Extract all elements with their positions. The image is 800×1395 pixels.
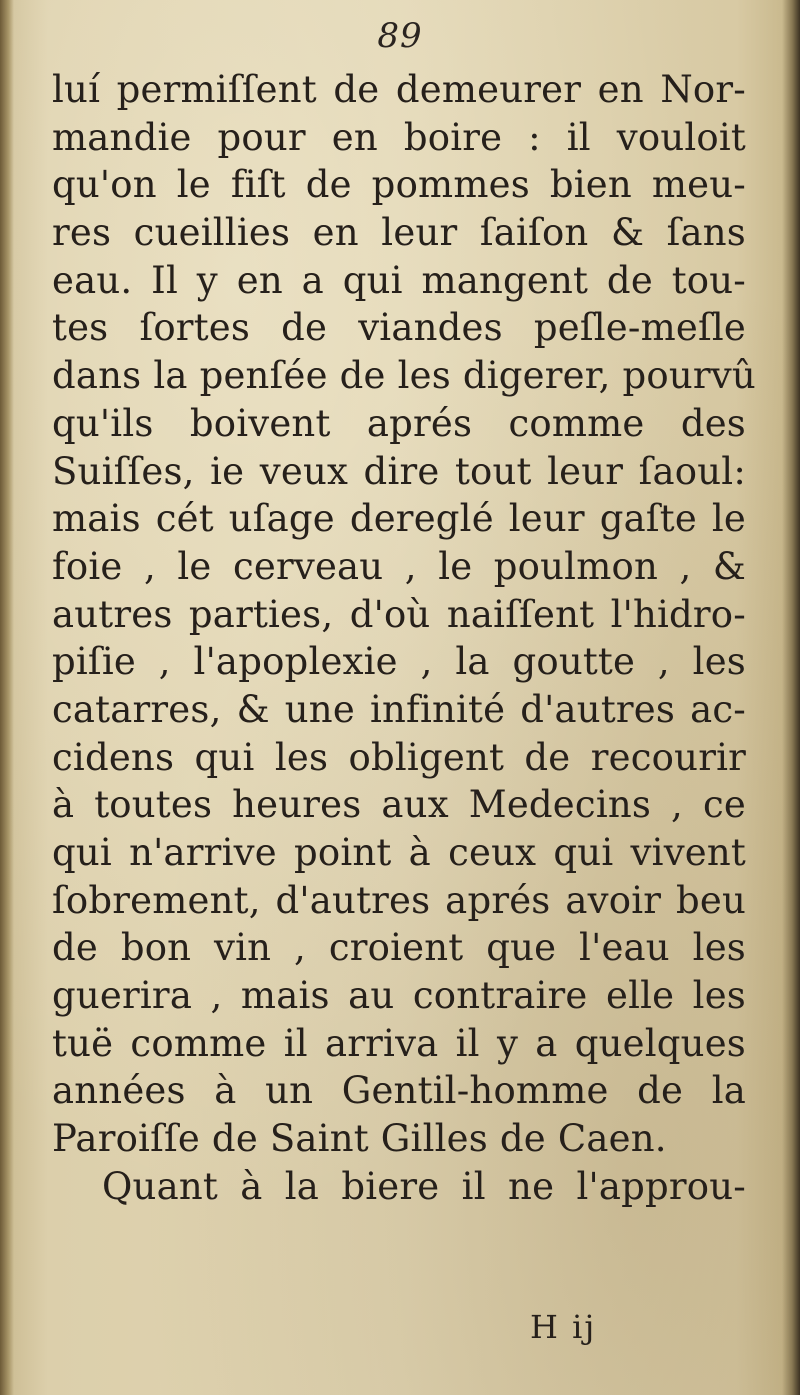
text-line: mais cét uſage dereglé leur gaſte le	[52, 497, 746, 541]
text-line: dans la penſée de les digerer, pourvû	[52, 354, 756, 398]
page-right-edge	[782, 0, 800, 1395]
text-line: eau. Il y en a qui mangent de tou-	[52, 258, 746, 302]
text-line: ſobrement, d'autres aprés avoir beu	[52, 878, 746, 922]
text-line: mandie pour en boire : il vouloit	[52, 115, 746, 159]
text-line: catarres, & une infinité d'autres ac-	[52, 687, 746, 731]
text-line: cidens qui les obligent de recourir	[52, 735, 746, 779]
text-line: Quant à la biere il ne l'approu-	[102, 1164, 746, 1208]
text-line: qu'on le fiſt de pommes bien meu-	[52, 163, 746, 207]
body-text	[52, 66, 756, 1211]
text-line: années à un Gentil-homme de la	[52, 1069, 746, 1113]
text-line: tuë comme il arriva il y a quelques	[52, 1021, 746, 1065]
signature-mark: H ij	[530, 1308, 597, 1346]
text-line: Suiſſes, ie veux dire tout leur ſaoul:	[52, 449, 746, 493]
page-left-edge	[0, 0, 14, 1395]
text-line: piſie , l'apoplexie , la goutte , les	[52, 640, 746, 684]
text-line: Paroiſſe de Saint Gilles de Caen.	[52, 1117, 667, 1161]
text-line: qui n'arrive point à ceux qui vivent	[52, 831, 746, 874]
text-line: res cueillies en leur ſaiſon & ſans	[52, 211, 746, 255]
text-line: qu'ils boivent aprés comme des	[52, 401, 746, 445]
text-line: autres parties, d'où naiſſent l'hidro-	[52, 592, 746, 636]
text-line: tes ſortes de viandes peſle-meſle	[52, 306, 746, 350]
text-line: à toutes heures aux Medecins , ce	[52, 783, 746, 827]
page-number: 89	[377, 16, 423, 56]
text-line: guerira , mais au contraire elle les	[52, 974, 746, 1018]
text-line: de bon vin , croient que l'eau les	[52, 926, 746, 970]
text-line: luí permiſſent de demeurer en Nor-	[52, 68, 746, 111]
text-line: foie , le cerveau , le poulmon , &	[52, 544, 746, 588]
